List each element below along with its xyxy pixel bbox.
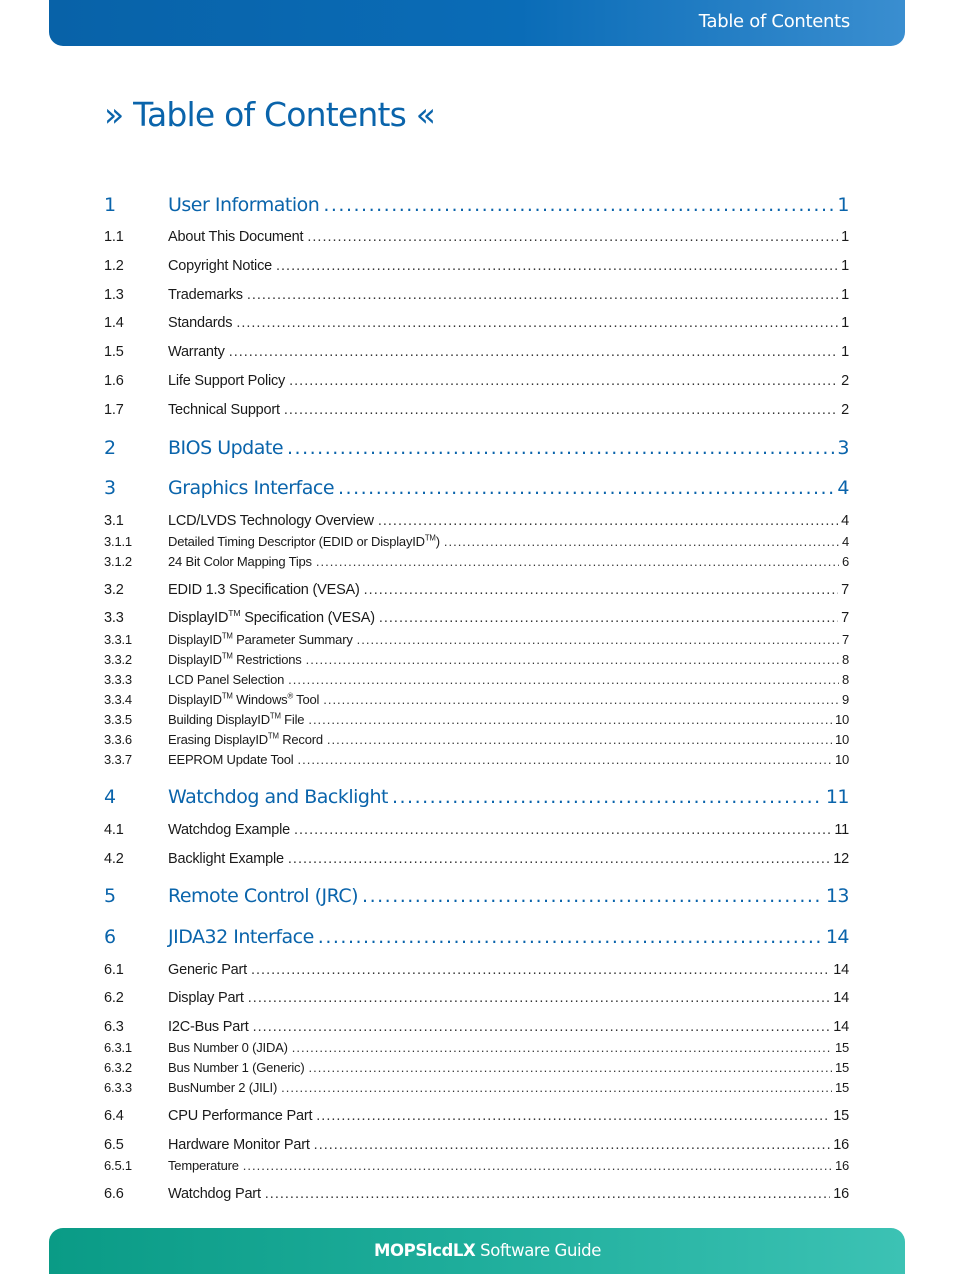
toc-entry-title[interactable] bbox=[168, 652, 302, 667]
toc-entry[interactable] bbox=[104, 632, 849, 647]
toc-entry-title-suffix: Tool bbox=[292, 692, 320, 707]
toc-entry-title-text: Building DisplayID bbox=[168, 712, 270, 727]
toc-entry-title[interactable] bbox=[168, 229, 303, 245]
toc-entry-title-text: I2C-Bus Part bbox=[168, 1019, 249, 1035]
toc-entry[interactable] bbox=[104, 1080, 849, 1095]
dot-leader bbox=[248, 990, 831, 1006]
toc-entry-number: 6.2 bbox=[104, 990, 124, 1006]
footer-product: MOPSlcdLX bbox=[374, 1241, 476, 1260]
footer-doc-type: Software Guide bbox=[480, 1241, 602, 1260]
trademark-superscript: TM bbox=[221, 652, 233, 661]
toc-entry[interactable] bbox=[104, 990, 849, 1006]
toc-entry-number: 3.2 bbox=[104, 582, 124, 598]
toc-entry[interactable] bbox=[104, 513, 849, 529]
page-title: » Table of Contents « bbox=[104, 95, 436, 134]
toc-entry-page[interactable]: 16 bbox=[834, 1158, 849, 1173]
toc-entry-title[interactable] bbox=[168, 554, 312, 569]
toc-entry[interactable] bbox=[104, 1186, 849, 1202]
toc-entry-title-text: Technical Support bbox=[168, 402, 280, 418]
toc-entry-number: 6.5 bbox=[104, 1137, 124, 1153]
toc-entry-title[interactable] bbox=[168, 752, 294, 767]
toc-entry-number: 6.6 bbox=[104, 1186, 124, 1202]
toc-entry-title-suffix: Windows bbox=[232, 692, 288, 707]
toc-entry-page[interactable]: 1 bbox=[841, 229, 849, 245]
toc-entry-title[interactable] bbox=[168, 990, 244, 1006]
dot-leader bbox=[236, 315, 838, 331]
toc-entry-title-text: DisplayID bbox=[168, 610, 229, 626]
toc-entry-title[interactable] bbox=[168, 1060, 304, 1075]
dot-leader bbox=[338, 477, 834, 499]
toc-entry-page[interactable]: 15 bbox=[834, 1080, 849, 1095]
toc-entry-page[interactable]: 1 bbox=[837, 194, 849, 216]
toc-entry[interactable] bbox=[104, 258, 849, 274]
dot-leader bbox=[247, 287, 838, 303]
toc-entry-title[interactable] bbox=[168, 402, 280, 418]
dot-leader bbox=[357, 632, 839, 647]
toc-entry-number: 3.1.1 bbox=[104, 534, 132, 549]
dot-leader bbox=[253, 1019, 831, 1035]
dot-leader bbox=[229, 344, 838, 360]
toc-entry[interactable] bbox=[104, 194, 849, 216]
toc-entry-title[interactable] bbox=[168, 610, 375, 626]
toc-entry-page[interactable]: 14 bbox=[833, 990, 849, 1006]
toc-entry-title-text: DisplayID bbox=[168, 692, 222, 707]
toc-entry-title[interactable] bbox=[168, 1019, 249, 1035]
toc-entry-title-suffix: ) bbox=[435, 534, 440, 549]
toc-entry-title-text: Bus Number 0 (JIDA) bbox=[168, 1040, 288, 1055]
toc-entry-title-text: Life Support Policy bbox=[168, 373, 286, 389]
toc-entry-page[interactable]: 7 bbox=[841, 632, 849, 647]
toc-entry-title[interactable] bbox=[168, 632, 353, 647]
toc-entry-page[interactable]: 16 bbox=[833, 1137, 849, 1153]
toc-entry[interactable] bbox=[104, 315, 849, 331]
trademark-superscript: TM bbox=[267, 732, 279, 741]
toc-entry-title-suffix: Specification (VESA) bbox=[240, 610, 375, 626]
toc-entry-title[interactable] bbox=[168, 344, 225, 360]
toc-entry-number: 1.2 bbox=[104, 258, 124, 274]
toc-entry-title-text: Warranty bbox=[168, 344, 225, 360]
toc-entry-title-text: DisplayID bbox=[168, 632, 222, 647]
toc-entry-title-text: Generic Part bbox=[168, 962, 247, 978]
registered-superscript: ® bbox=[287, 692, 293, 701]
toc-entry-title[interactable] bbox=[168, 1137, 310, 1153]
header-section-title: Table of Contents bbox=[698, 11, 850, 32]
footer-bar bbox=[49, 1228, 905, 1274]
toc-entry-title-text: LCD/LVDS Technology Overview bbox=[168, 513, 374, 529]
toc-entry-title-text: Trademarks bbox=[168, 287, 243, 303]
toc-entry-page[interactable]: 13 bbox=[825, 885, 849, 907]
toc-entry-number: 1.5 bbox=[104, 344, 124, 360]
dot-leader bbox=[307, 229, 838, 245]
header-bar bbox=[49, 0, 905, 46]
toc-entry-title[interactable] bbox=[168, 732, 323, 747]
toc-entry-title-suffix: Restrictions bbox=[232, 652, 302, 667]
toc-entry-number: 6.3.3 bbox=[104, 1080, 132, 1095]
toc-entry[interactable] bbox=[104, 344, 849, 360]
toc-entry-title-text: User Information bbox=[168, 194, 320, 216]
dot-leader bbox=[251, 962, 830, 978]
toc-entry[interactable] bbox=[104, 402, 849, 418]
toc-entry-title[interactable] bbox=[168, 672, 284, 687]
dot-leader bbox=[284, 402, 838, 418]
toc-entry-title[interactable] bbox=[168, 822, 290, 838]
toc-entry-title-text: CPU Performance Part bbox=[168, 1108, 313, 1124]
dot-leader bbox=[392, 786, 823, 808]
toc-entry[interactable] bbox=[104, 732, 849, 747]
dot-leader bbox=[292, 1040, 832, 1055]
toc-entry-page[interactable]: 3 bbox=[837, 437, 849, 459]
dot-leader bbox=[323, 692, 839, 707]
toc-entry-number: 1.4 bbox=[104, 315, 124, 331]
toc-entry-page[interactable]: 10 bbox=[834, 752, 849, 767]
toc-entry-page[interactable]: 9 bbox=[841, 692, 849, 707]
toc-entry-number: 6.5.1 bbox=[104, 1158, 132, 1173]
dot-leader bbox=[364, 582, 838, 598]
toc-entry-title[interactable] bbox=[168, 477, 334, 499]
dot-leader bbox=[318, 926, 823, 948]
toc-entry-number: 3 bbox=[104, 477, 116, 499]
toc-entry-number: 3.3.2 bbox=[104, 652, 132, 667]
toc-entry[interactable] bbox=[104, 229, 849, 245]
toc-entry-page[interactable]: 15 bbox=[833, 1108, 849, 1124]
toc-entry-title-text: EDID 1.3 Specification (VESA) bbox=[168, 582, 360, 598]
toc-entry-title-text: LCD Panel Selection bbox=[168, 672, 285, 687]
toc-entry-title-text: Temperature bbox=[168, 1158, 239, 1173]
toc-entry-title[interactable] bbox=[168, 885, 358, 907]
toc-entry[interactable] bbox=[104, 885, 849, 907]
toc-entry[interactable] bbox=[104, 752, 849, 767]
toc-entry-number: 3.3 bbox=[104, 610, 124, 626]
toc-entry-title-text: Remote Control (JRC) bbox=[168, 885, 359, 907]
dot-leader bbox=[378, 513, 838, 529]
toc-entry-title[interactable] bbox=[168, 437, 283, 459]
toc-entry[interactable] bbox=[104, 1019, 849, 1035]
toc-entry-title-text: Graphics Interface bbox=[168, 477, 335, 499]
toc-entry-title[interactable] bbox=[168, 786, 388, 808]
toc-entry-number: 6.4 bbox=[104, 1108, 124, 1124]
toc-entry-title-text: Standards bbox=[168, 315, 233, 331]
toc-entry[interactable] bbox=[104, 822, 849, 838]
toc-entry-title[interactable] bbox=[168, 851, 284, 867]
dot-leader bbox=[298, 752, 832, 767]
toc-entry-page[interactable]: 10 bbox=[834, 732, 849, 747]
toc-entry-number: 1.3 bbox=[104, 287, 124, 303]
toc-entry-page[interactable]: 7 bbox=[841, 610, 849, 626]
toc-entry-title[interactable] bbox=[168, 287, 243, 303]
toc-entry[interactable] bbox=[104, 582, 849, 598]
toc-entry-page[interactable]: 7 bbox=[841, 582, 849, 598]
toc-entry-title-suffix: Record bbox=[278, 732, 323, 747]
toc-entry-title[interactable] bbox=[168, 534, 440, 549]
trademark-superscript: TM bbox=[221, 632, 233, 641]
toc-entry-title-text: Display Part bbox=[168, 990, 244, 1006]
toc-entry-number: 3.1 bbox=[104, 513, 124, 529]
trademark-superscript: TM bbox=[221, 692, 233, 701]
toc-entry-page[interactable]: 14 bbox=[825, 926, 849, 948]
toc-entry[interactable] bbox=[104, 692, 849, 707]
dot-leader bbox=[327, 732, 832, 747]
toc-entry-title-suffix: File bbox=[280, 712, 305, 727]
toc-entry-page[interactable]: 8 bbox=[841, 652, 849, 667]
toc-entry-title-text: EEPROM Update Tool bbox=[168, 752, 294, 767]
toc-entry-number: 3.3.7 bbox=[104, 752, 132, 767]
toc-entry[interactable] bbox=[104, 610, 849, 626]
toc-entry-title[interactable] bbox=[168, 1108, 312, 1124]
toc-entry-page[interactable]: 10 bbox=[834, 712, 849, 727]
toc-entry[interactable] bbox=[104, 962, 849, 978]
toc-entry[interactable] bbox=[104, 1060, 849, 1075]
toc-entry-title[interactable] bbox=[168, 712, 304, 727]
dot-leader bbox=[281, 1080, 832, 1095]
toc-entry-page[interactable]: 1 bbox=[841, 287, 849, 303]
toc-entry-title-text: 24 Bit Color Mapping Tips bbox=[168, 554, 312, 569]
dot-leader bbox=[308, 712, 832, 727]
toc-entry-number: 6 bbox=[104, 926, 116, 948]
toc-entry-number: 6.1 bbox=[104, 962, 124, 978]
toc-entry-page[interactable]: 1 bbox=[841, 344, 849, 360]
dot-leader bbox=[316, 554, 839, 569]
toc-entry-page[interactable]: 12 bbox=[833, 851, 849, 867]
toc-entry-title-text: Erasing DisplayID bbox=[168, 732, 268, 747]
toc-entry[interactable] bbox=[104, 652, 849, 667]
toc-entry-title-text: About This Document bbox=[168, 229, 304, 245]
toc-entry-page[interactable]: 16 bbox=[833, 1186, 849, 1202]
toc-entry-number: 4 bbox=[104, 786, 116, 808]
toc-entry-number: 1 bbox=[104, 194, 116, 216]
toc-entry-number: 3.1.2 bbox=[104, 554, 132, 569]
toc-entry[interactable] bbox=[104, 712, 849, 727]
footer-text bbox=[374, 1241, 601, 1260]
toc-entry-number: 1.1 bbox=[104, 229, 124, 245]
toc-entry-title-suffix: Parameter Summary bbox=[232, 632, 353, 647]
toc-entry[interactable] bbox=[104, 851, 849, 867]
toc-entry-page[interactable]: 11 bbox=[825, 786, 849, 808]
toc-entry-title-text: Bus Number 1 (Generic) bbox=[168, 1060, 305, 1075]
toc-entry[interactable] bbox=[104, 1158, 849, 1173]
toc-entry-number: 3.3.6 bbox=[104, 732, 132, 747]
dot-leader bbox=[265, 1186, 830, 1202]
dot-leader bbox=[316, 1108, 830, 1124]
toc-entry-title[interactable] bbox=[168, 1040, 288, 1055]
toc-entry-title[interactable] bbox=[168, 1158, 239, 1173]
toc-entry[interactable] bbox=[104, 1040, 849, 1055]
toc-entry-title-text: Watchdog Part bbox=[168, 1186, 261, 1202]
toc-entry-number: 3.3.3 bbox=[104, 672, 132, 687]
toc-entry[interactable] bbox=[104, 1137, 849, 1153]
dot-leader bbox=[323, 194, 834, 216]
toc-entry-title[interactable] bbox=[168, 258, 272, 274]
toc-entry[interactable] bbox=[104, 926, 849, 948]
toc-entry-page[interactable]: 4 bbox=[841, 513, 849, 529]
toc-entry-number: 3.3.5 bbox=[104, 712, 132, 727]
toc-entry[interactable] bbox=[104, 373, 849, 389]
toc-entry[interactable] bbox=[104, 287, 849, 303]
toc-entry-title-text: Hardware Monitor Part bbox=[168, 1137, 310, 1153]
toc-entry[interactable] bbox=[104, 786, 849, 808]
toc-entry-page[interactable]: 14 bbox=[833, 962, 849, 978]
toc-entry-number: 6.3 bbox=[104, 1019, 124, 1035]
toc-entry-title[interactable] bbox=[168, 1186, 261, 1202]
dot-leader bbox=[276, 258, 838, 274]
toc-entry-title-text: JIDA32 Interface bbox=[168, 926, 314, 948]
toc-entry-title-text: Watchdog Example bbox=[168, 822, 290, 838]
dot-leader bbox=[379, 610, 838, 626]
dot-leader bbox=[288, 672, 839, 687]
dot-leader bbox=[287, 437, 834, 459]
toc-entry-number: 6.3.2 bbox=[104, 1060, 132, 1075]
toc-entry[interactable] bbox=[104, 477, 849, 499]
dot-leader bbox=[243, 1158, 832, 1173]
toc-entry-title-text: Copyright Notice bbox=[168, 258, 272, 274]
toc-entry[interactable] bbox=[104, 1108, 849, 1124]
toc-entry-title-text: Watchdog and Backlight bbox=[168, 786, 388, 808]
toc-entry-title-text: BIOS Update bbox=[168, 437, 284, 459]
toc-entry[interactable] bbox=[104, 534, 849, 549]
toc-entry-title[interactable] bbox=[168, 513, 374, 529]
toc-entry-title-text: BusNumber 2 (JILI) bbox=[168, 1080, 278, 1095]
toc-entry-page[interactable]: 4 bbox=[841, 534, 849, 549]
toc-entry-number: 5 bbox=[104, 885, 116, 907]
toc-entry-title[interactable] bbox=[168, 582, 360, 598]
dot-leader bbox=[306, 652, 839, 667]
dot-leader bbox=[294, 822, 831, 838]
toc-entry-title[interactable] bbox=[168, 926, 314, 948]
toc-entry-number: 3.3.1 bbox=[104, 632, 132, 647]
dot-leader bbox=[314, 1137, 831, 1153]
toc-entry-title-text: DisplayID bbox=[168, 652, 222, 667]
toc-entry-title-text: Backlight Example bbox=[168, 851, 284, 867]
toc-entry[interactable] bbox=[104, 554, 849, 569]
dot-leader bbox=[308, 1060, 831, 1075]
toc-entry-title-text: Detailed Timing Descriptor (EDID or DisplayID bbox=[168, 534, 425, 549]
toc-entry-number: 4.1 bbox=[104, 822, 124, 838]
toc-entry-number: 3.3.4 bbox=[104, 692, 132, 707]
toc-entry-number: 4.2 bbox=[104, 851, 124, 867]
toc-entry-page[interactable]: 2 bbox=[841, 373, 849, 389]
toc-entry-page[interactable]: 15 bbox=[834, 1060, 849, 1075]
toc-entry-page[interactable]: 2 bbox=[841, 402, 849, 418]
toc-entry-number: 1.6 bbox=[104, 373, 124, 389]
dot-leader bbox=[362, 885, 823, 907]
trademark-superscript: TM bbox=[269, 712, 281, 721]
toc-entry-page[interactable]: 4 bbox=[837, 477, 849, 499]
toc-entry-title[interactable] bbox=[168, 962, 247, 978]
dot-leader bbox=[444, 534, 839, 549]
toc-entry-title[interactable] bbox=[168, 194, 319, 216]
toc-entry-title[interactable] bbox=[168, 1080, 277, 1095]
toc-entry-page[interactable]: 15 bbox=[834, 1040, 849, 1055]
toc-entry-number: 1.7 bbox=[104, 402, 124, 418]
toc-entry-title[interactable] bbox=[168, 692, 319, 707]
toc-entry-title[interactable] bbox=[168, 315, 232, 331]
toc-entry[interactable] bbox=[104, 672, 849, 687]
dot-leader bbox=[288, 851, 830, 867]
toc-entry-page[interactable]: 14 bbox=[833, 1019, 849, 1035]
toc-entry[interactable] bbox=[104, 437, 849, 459]
trademark-superscript: TM bbox=[228, 610, 241, 619]
trademark-superscript: TM bbox=[424, 534, 436, 543]
toc-entry-number: 6.3.1 bbox=[104, 1040, 132, 1055]
toc-entry-page[interactable]: 1 bbox=[841, 315, 849, 331]
toc-entry-page[interactable]: 1 bbox=[841, 258, 849, 274]
dot-leader bbox=[289, 373, 838, 389]
toc-entry-page[interactable]: 6 bbox=[841, 554, 849, 569]
toc-entry-page[interactable]: 8 bbox=[841, 672, 849, 687]
toc-entry-page[interactable]: 11 bbox=[834, 822, 849, 838]
toc-entry-title[interactable] bbox=[168, 373, 285, 389]
toc-entry-number: 2 bbox=[104, 437, 116, 459]
